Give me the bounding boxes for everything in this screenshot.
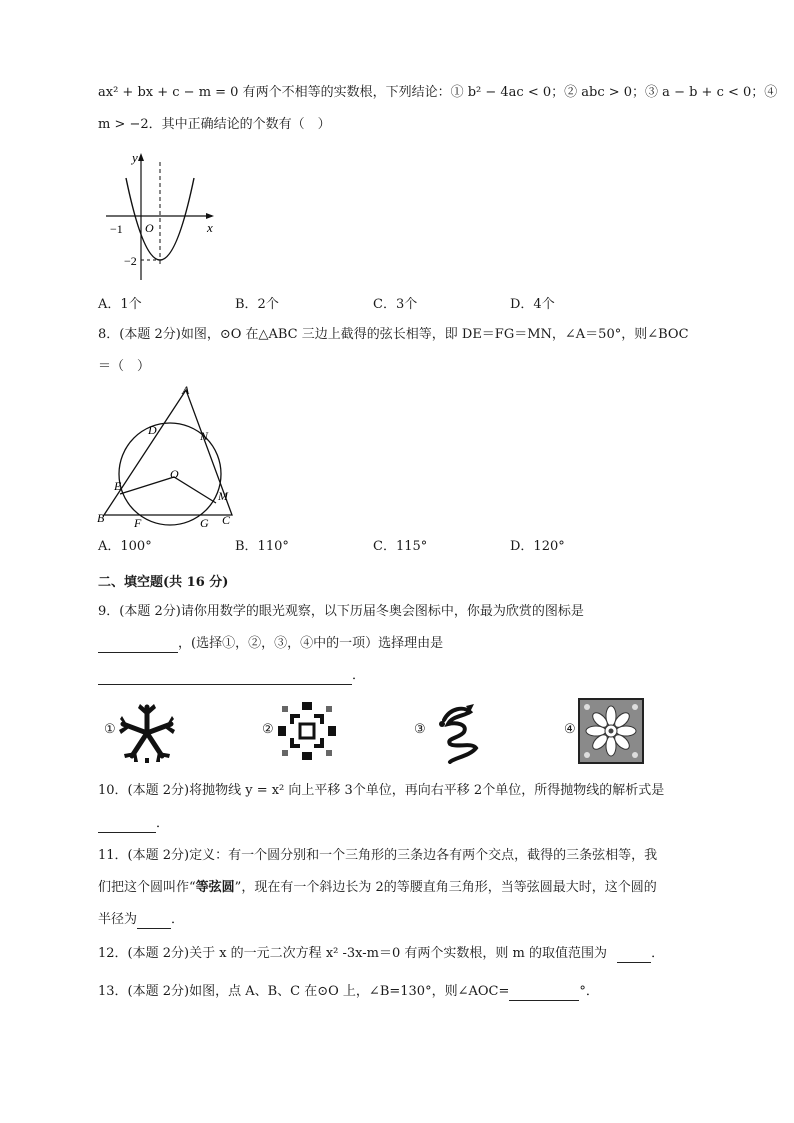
q7-line1: ax² + bx + c − m = 0 有两个不相等的实数根，下列结论：① b² − 4ac < 0；② abc > 0；③ a − b + c < 0；④: [98, 85, 778, 100]
q13-answer-blank[interactable]: [509, 986, 579, 1001]
q11-line3-end: ．: [171, 912, 185, 927]
emblem-3-calligraphy: [430, 702, 486, 764]
q11-line1: 11．(本题 2分)定义：有一个圆分别和一个三角形的三条边各有两个交点，截得的三条弦相等，我: [98, 848, 658, 863]
q7-neg2-label: −2: [124, 254, 137, 268]
q8-label-B: B: [97, 511, 105, 525]
q7-neg1-label: −1: [110, 222, 123, 236]
q8-line1: 8．(本题 2分)如图，⊙O 在△ABC 三边上截得的弦长相等，即 DE＝FG＝MN，∠A＝50°，则∠BOC: [98, 327, 689, 342]
emblem-1-snowflake: [118, 702, 176, 764]
q8-label-A: A: [182, 383, 190, 397]
q11-line3: [98, 911, 184, 929]
q13-line1-end: °．: [579, 984, 599, 999]
q7-option-c[interactable]: C．3个: [373, 297, 418, 312]
q9-line3: [98, 667, 365, 685]
q7-axis-y-label: y: [132, 150, 138, 165]
q11-answer-blank[interactable]: [137, 914, 171, 929]
q10-answer-blank[interactable]: [98, 818, 156, 833]
emblem-4-flower: [578, 698, 644, 764]
q13-line1: [98, 983, 599, 1001]
q7-option-a[interactable]: A．1个: [98, 297, 142, 312]
q11-line3-text: 半径为: [98, 912, 138, 927]
q10-line2-end: ．: [156, 816, 170, 831]
q9-marker-2: ②: [262, 722, 274, 737]
q12-line1-text: 12．(本题 2分)关于 x 的一元二次方程 x² -3x-m＝0 有两个实数根，则 m 的取值范围为: [98, 946, 607, 961]
q8-label-C: C: [222, 513, 231, 527]
q7-line2: m > −2．其中正确结论的个数有（ ）: [98, 117, 331, 132]
q12-line1-end: ．: [651, 946, 665, 961]
q9-answer-blank-2[interactable]: [98, 670, 352, 685]
q11-line2-a: 们把这个圆叫作“: [98, 880, 196, 895]
q9-marker-1: ①: [104, 722, 116, 737]
q9-line2-text: ，(选择①，②，③，④中的一项）选择理由是: [178, 636, 444, 651]
q13-line1-text: 13．(本题 2分)如图，点 A、B、C 在⊙O 上，∠B=130°，则∠AOC=: [98, 984, 510, 999]
q9-line2: [98, 635, 443, 653]
q12-answer-blank[interactable]: [617, 948, 651, 963]
q8-option-a[interactable]: A．100°: [98, 539, 152, 554]
q8-label-F: F: [134, 516, 142, 530]
section-fill-in-title: 二、填空题(共 16 分): [98, 575, 229, 590]
q7-option-d[interactable]: D．4个: [510, 297, 555, 312]
q9-line3-end: ．: [352, 668, 366, 683]
q10-line1: 10．(本题 2分)将抛物线 y = x² 向上平移 3个单位，再向右平移 2个单位，所得抛物线的解析式是: [98, 783, 665, 798]
q10-line2: [98, 815, 169, 833]
q11-line2: [98, 879, 657, 897]
emblem-2-geometric: [278, 702, 336, 760]
q9-line1: 9．(本题 2分)请你用数学的眼光观察，以下历届冬奥会图标中，你最为欣赏的图标是: [98, 604, 584, 619]
q7-origin-label: O: [145, 221, 154, 235]
q8-line2: ＝（ ）: [98, 359, 151, 374]
q8-label-N: N: [200, 429, 209, 443]
q11-term-equal-chord-circle: 等弦圆: [195, 880, 235, 895]
q8-label-D: D: [148, 423, 157, 437]
q8-option-b[interactable]: B．110°: [235, 539, 289, 554]
q9-answer-blank-1[interactable]: [98, 638, 178, 653]
q9-marker-4: ④: [564, 722, 576, 737]
q8-triangle-circle-figure: [94, 382, 242, 530]
q8-label-M: M: [218, 489, 228, 503]
q8-label-E: E: [114, 479, 122, 493]
q8-label-O: O: [170, 467, 179, 481]
q8-label-G: G: [200, 516, 209, 530]
q7-option-b[interactable]: B．2个: [235, 297, 279, 312]
q9-marker-3: ③: [414, 722, 426, 737]
q7-axis-x-label: x: [207, 220, 213, 235]
q11-line2-b: ”，现在有一个斜边长为 2的等腰直角三角形，当等弦圆最大时，这个圆的: [234, 880, 657, 895]
q12-line1: [98, 945, 664, 963]
q8-option-c[interactable]: C．115°: [373, 539, 428, 554]
q7-parabola-graph: [96, 148, 226, 284]
q8-option-d[interactable]: D．120°: [510, 539, 565, 554]
